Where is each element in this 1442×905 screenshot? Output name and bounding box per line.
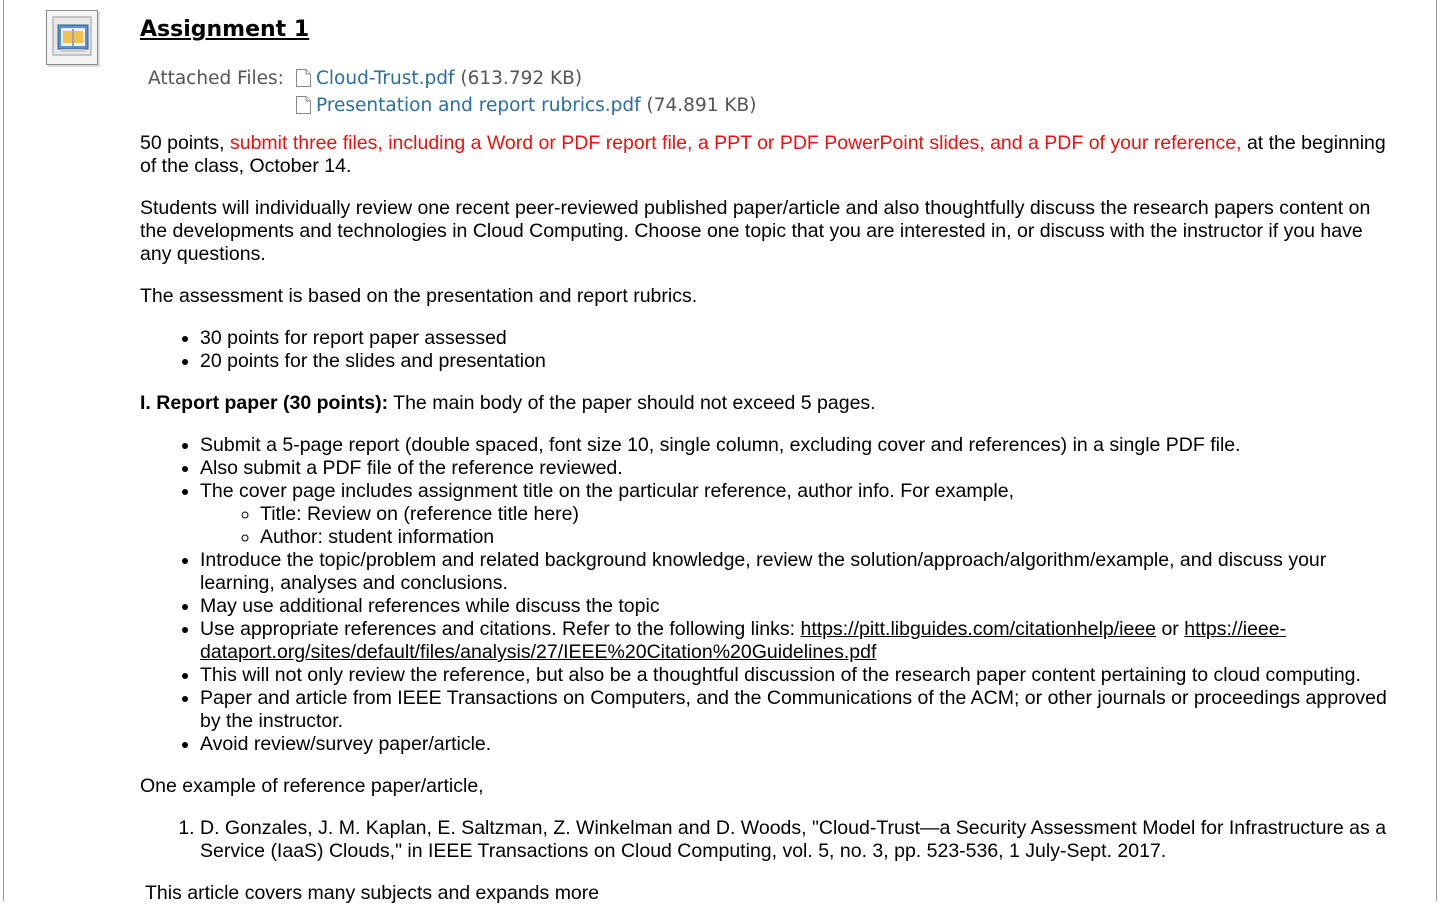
report-heading: I. Report paper (30 points): The main body of the paper should not exceed 5 pages. — [140, 392, 876, 414]
list-item: • Avoid review/survey paper/article. — [200, 733, 1390, 756]
list-item: • May use additional references while discuss the topic — [200, 595, 1390, 618]
assignment-content — [140, 10, 1390, 905]
example-reference-list — [140, 817, 1390, 863]
document-icon — [295, 95, 312, 123]
list-item: • Use appropriate references and citations. Refer to the following links: https://pitt.libguides.com/citationhelp/ieee or https://ieee-dataport.org/sites/default/files/analysis/27/IEEE%20Citation%20Guidelines.pdf — [200, 618, 1390, 664]
list-item: • This will not only review the reference, but also be a thoughtful discussion of the research paper content pertaining to cloud computing. — [200, 664, 1390, 687]
list-item: • Introduce the topic/problem and related background knowledge, review the solution/approach/algorithm/example, and discuss your learning, analyses and conclusions. — [200, 549, 1390, 595]
description-paragraph: Students will individually review one recent peer-reviewed published paper/article and also thoughtfully discuss the research papers content on the developments and technologies in Cloud Computing. Choose one topic that you are interested in, or discuss with the instructor if you have any questions. — [140, 197, 1371, 265]
points-paragraph: 50 points, submit three files, including a Word or PDF report file, a PPT or PDF PowerPoint slides, and a PDF of your reference, at the beginning of the class, October 14. — [140, 132, 1386, 177]
file-size: (613.792 KB) — [460, 68, 583, 89]
list-item: • Paper and article from IEEE Transactions on Computers, and the Communications of the ACM; or other journals or proceedings approved by the instructor. — [200, 687, 1390, 733]
list-item: • The cover page includes assignment title on the particular reference, author info. For example, ◦ Title: Review on (reference title here) ◦ Author: student information — [200, 480, 1390, 549]
trailing-paragraph: This article covers many subjects and expands more — [145, 882, 600, 904]
report-requirements-list — [140, 434, 1390, 756]
cover-page-sublist — [200, 503, 1390, 549]
points-list — [140, 327, 1390, 373]
list-item: ◦ Author: student information — [260, 526, 1390, 549]
example-intro: One example of reference paper/article, — [140, 775, 484, 797]
attached-files — [140, 65, 1390, 119]
list-item: ◦ Title: Review on (reference title here) — [260, 503, 1390, 526]
file-row — [295, 92, 756, 123]
attached-files-label: Attached Files: — [148, 68, 284, 89]
submission-instructions: submit three files, including a Word or PDF report file, a PPT or PDF PowerPoint slides, and a PDF of your reference, — [229, 132, 1242, 154]
assignment-icon — [46, 10, 98, 65]
assessment-paragraph: The assessment is based on the presentation and report rubrics. — [140, 285, 698, 307]
list-item: • Submit a 5-page report (double spaced, font size 10, single column, excluding cover and references) in a single PDF file. — [200, 434, 1390, 457]
list-item: • Also submit a PDF file of the reference reviewed. — [200, 457, 1390, 480]
assignment-title[interactable]: Assignment 1 — [140, 17, 310, 42]
citation-link-pitt[interactable]: https://pitt.libguides.com/citationhelp/ieee — [800, 618, 1157, 640]
file-link-cloud-trust[interactable]: Cloud-Trust.pdf — [316, 68, 455, 89]
list-item: • 30 points for report paper assessed — [200, 327, 1390, 350]
file-size: (74.891 KB) — [646, 95, 757, 116]
list-item: • 20 points for the slides and presentation — [200, 350, 1390, 373]
list-item: 1. D. Gonzales, J. M. Kaplan, E. Saltzman, Z. Winkelman and D. Woods, "Cloud-Trust—a Security Assessment Model for Infrastructure as a Service (IaaS) Clouds," in IEEE Transactions on Cloud Computing, vol. 5, no. 3, pp. 523-536, 1 July-Sept. 2017. — [200, 817, 1390, 863]
citation-link-ieee-dataport[interactable]: https://ieee-dataport.org/sites/default/files/analysis/27/IEEE%20Citation%20Guidelines.pdf — [200, 618, 1287, 663]
file-link-rubrics[interactable]: Presentation and report rubrics.pdf — [316, 95, 641, 116]
